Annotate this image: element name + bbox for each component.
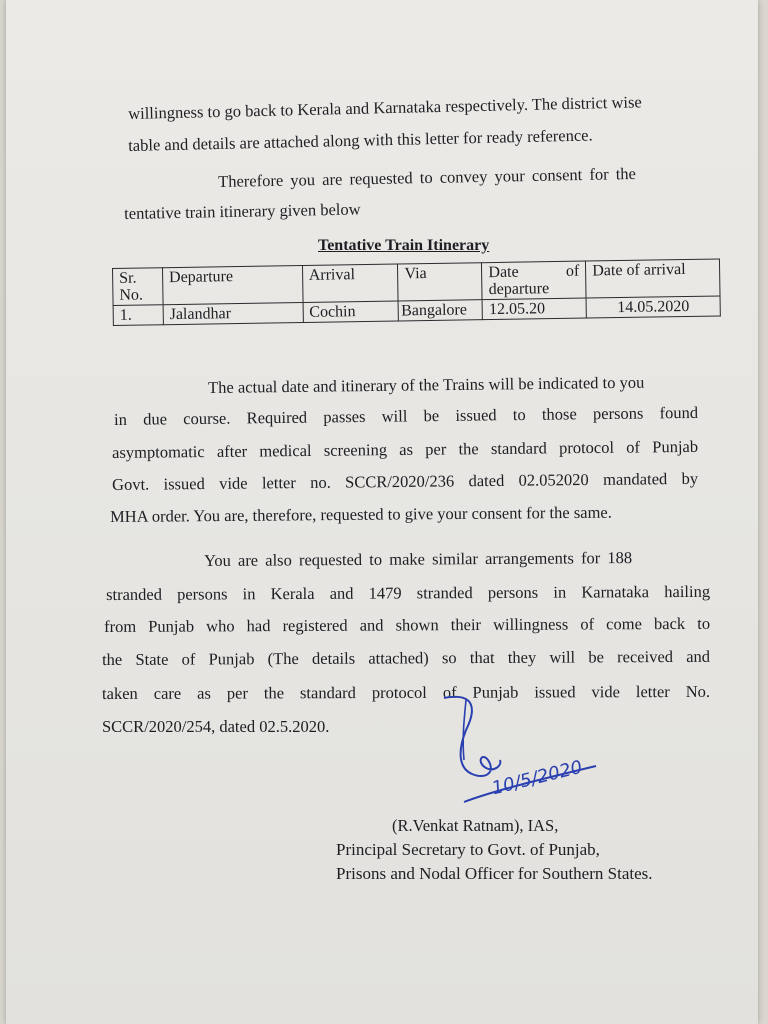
cell-date-departure: 12.05.20 — [482, 298, 586, 320]
cell-date-arrival: 14.05.2020 — [586, 296, 720, 318]
itinerary-title: Tentative Train Itinerary — [318, 237, 490, 254]
signatory-designation-2: Prisons and Nodal Officer for Southern States. — [336, 864, 653, 883]
handwritten-signature — [436, 690, 616, 820]
para3-line-6: SCCR/2020/254, dated 02.5.2020. — [102, 717, 330, 736]
handwritten-date: 10/5/2020 — [489, 756, 585, 800]
para3-line-3: from Punjab who had registered and shown their willingness of come back to — [104, 613, 711, 636]
para3-line-5: taken care as per the standard protocol of Punjab issued vide letter No. — [102, 681, 711, 703]
intro-line-1: willingness to go back to Kerala and Karnataka respectively. The district wise — [128, 92, 642, 123]
request-line-2: tentative train itinerary given below — [124, 199, 361, 223]
itinerary-table — [112, 258, 721, 326]
request-line-1: Therefore you are requested to convey your consent for the — [218, 163, 637, 191]
signatory-name: (R.Venkat Ratnam), IAS, — [392, 816, 559, 835]
header-of-word: of — [565, 262, 580, 280]
cell-arrival: Cochin — [303, 301, 399, 323]
para2-line-4: Govt. issued vide letter no. SCCR/2020/236 dated 02.052020 mandated by — [112, 468, 699, 494]
para2-line-5: MHA order. You are, therefore, requested to give your consent for the same. — [110, 502, 612, 526]
signatory-designation-1: Principal Secretary to Govt. of Punjab, — [336, 840, 600, 859]
header-date-word: Date — [488, 263, 519, 282]
cell-via: Bangalore — [398, 300, 482, 321]
header-date-of-arrival: Date of arrival — [586, 259, 720, 298]
header-departure: Departure — [162, 266, 302, 305]
cell-sr: 1. — [113, 305, 163, 326]
cell-departure: Jalandhar — [163, 303, 303, 325]
para2-line-2: in due course. Required passes will be issued to those persons found — [114, 402, 699, 429]
header-via: Via — [398, 263, 482, 301]
para3-line-1: You are also requested to make similar arrangements for 188 — [204, 548, 633, 570]
para2-line-1: The actual date and itinerary of the Trains will be indicated to you — [208, 372, 645, 397]
para3-line-4: the State of Punjab (The details attached) so that they will be received and — [102, 646, 711, 669]
document-page — [6, 0, 758, 1024]
header-date-of-departure — [482, 261, 586, 300]
para3-line-2: stranded persons in Kerala and 1479 stranded persons in Karnataka hailing — [106, 581, 711, 604]
intro-line-2: table and details are attached along with this letter for ready reference. — [128, 125, 593, 155]
header-arrival: Arrival — [302, 264, 398, 303]
header-departure-word: departure — [488, 280, 550, 299]
para2-line-3: asymptomatic after medical screening as per the standard protocol of Punjab — [112, 436, 699, 462]
header-sr: Sr. No. — [113, 268, 163, 306]
